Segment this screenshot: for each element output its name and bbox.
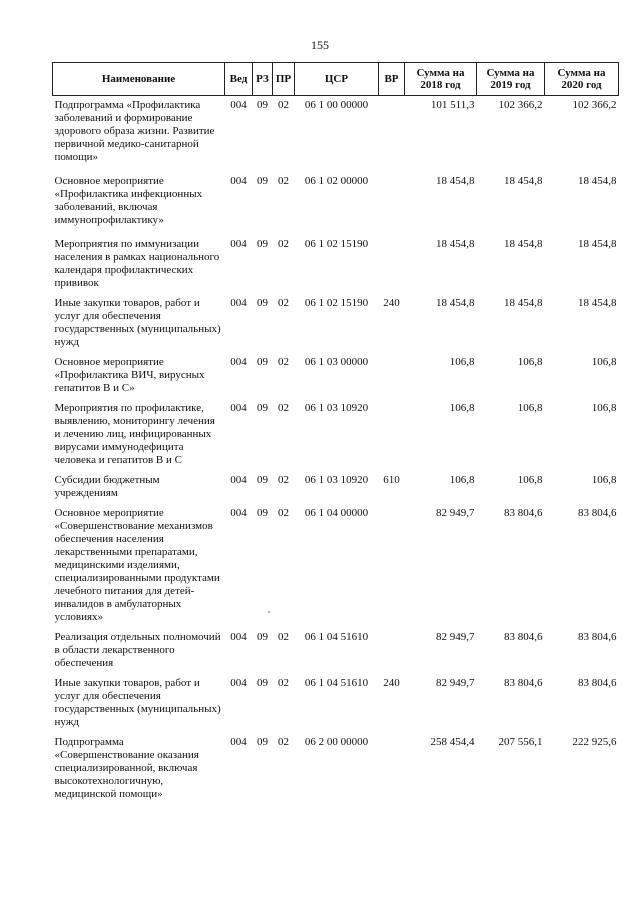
cell-name: Мероприятия по иммунизации населения в рамках национального календаря профилактических прививок [54, 238, 220, 289]
cell-vr: 610 [383, 474, 400, 486]
cell-vr [379, 733, 405, 801]
header-sum-2019: Сумма на 2019 год [477, 63, 545, 96]
cell-pr: 02 [278, 356, 289, 368]
cell-csr: 06 1 03 10920 [304, 402, 369, 414]
cell-sum-2018: 258 454,4 [430, 736, 475, 748]
cell-ved: 004 [230, 238, 247, 250]
cell-pr: 02 [278, 631, 289, 643]
cell-ved: 004 [230, 736, 247, 748]
cell-ved: 004 [230, 474, 247, 486]
header-pr: ПР [273, 63, 295, 96]
cell-rz: 09 [257, 402, 268, 414]
cell-pr: 02 [278, 677, 289, 689]
header-csr: ЦСР [295, 63, 379, 96]
cell-ved: 004 [230, 99, 247, 111]
page-number: 155 [311, 38, 329, 52]
cell-sum-2020: 18 454,8 [578, 175, 617, 187]
table-row [53, 235, 619, 294]
cell-sum-2018: 106,8 [449, 474, 475, 486]
cell-sum-2019: 102 366,2 [498, 99, 543, 111]
cell-sum-2019: 18 454,8 [504, 297, 543, 309]
cell-csr: 06 1 00 00000 [304, 99, 369, 111]
cell-rz: 09 [257, 238, 268, 250]
cell-vr [379, 172, 405, 235]
cell-name: Иные закупки товаров, работ и услуг для обеспечения государственных (муниципальных) нужд [54, 677, 221, 728]
cell-rz: 09 [257, 507, 268, 519]
cell-name: Подпрограмма «Совершенствование оказания специализированной, включая высокотехнологичную, медицинской помощи» [54, 736, 199, 800]
cell-vr [379, 504, 405, 628]
cell-sum-2019: 106,8 [517, 474, 543, 486]
cell-rz: 09 [257, 99, 268, 111]
cell-pr: 02 [278, 507, 289, 519]
cell-name: Мероприятия по профилактике, выявлению, мониторингу лечения и лечению лиц, инфицированных вирусами иммунодефицита человека и гепатитов В и С [54, 402, 215, 466]
cell-pr: 02 [278, 238, 289, 250]
cell-sum-2019: 18 454,8 [504, 175, 543, 187]
cell-ved: 004 [230, 402, 247, 414]
cell-rz: 09 [257, 677, 268, 689]
cell-name: Иные закупки товаров, работ и услуг для обеспечения государственных (муниципальных) нужд [54, 297, 221, 348]
table-row [53, 294, 619, 353]
cell-sum-2020: 106,8 [591, 356, 617, 368]
cell-pr: 02 [278, 297, 289, 309]
cell-ved: 004 [230, 297, 247, 309]
cell-sum-2018: 101 511,3 [430, 99, 475, 111]
cell-vr [379, 96, 405, 173]
cell-name: Подпрограмма «Профилактика заболеваний и формирование здорового образа жизни. Развитие первичной медико-санитарной помощи» [54, 99, 215, 163]
cell-csr: 06 1 02 15190 [304, 238, 369, 250]
table-row [53, 353, 619, 399]
cell-rz: 09 [257, 736, 268, 748]
cell-csr: 06 1 02 00000 [304, 175, 369, 187]
cell-pr: 02 [278, 402, 289, 414]
cell-csr: 06 1 04 00000 [304, 507, 369, 519]
cell-sum-2019: 106,8 [517, 356, 543, 368]
table-body [53, 96, 619, 802]
cell-sum-2018: 18 454,8 [436, 297, 475, 309]
cell-pr: 02 [278, 175, 289, 187]
cell-rz: 09 [257, 175, 268, 187]
cell-vr [379, 399, 405, 471]
budget-table [52, 62, 619, 801]
cell-rz: 09 [257, 297, 268, 309]
cell-csr: 06 1 02 15190 [304, 297, 369, 309]
cell-ved: 004 [230, 175, 247, 187]
cell-rz: 09 [257, 631, 268, 643]
cell-pr: 02 [278, 99, 289, 111]
table-header-row [53, 63, 619, 96]
cell-csr: 06 1 04 51610 [304, 677, 369, 689]
cell-sum-2020: 18 454,8 [578, 297, 617, 309]
cell-sum-2018: 18 454,8 [436, 238, 475, 250]
cell-pr: 02 [278, 736, 289, 748]
cell-sum-2020: 106,8 [591, 402, 617, 414]
cell-csr: 06 2 00 00000 [304, 736, 369, 748]
cell-sum-2020: 83 804,6 [578, 631, 617, 643]
table-row [53, 96, 619, 173]
cell-sum-2018: 106,8 [449, 356, 475, 368]
cell-vr: 240 [383, 677, 400, 689]
cell-pr: 02 [278, 474, 289, 486]
cell-sum-2018: 106,8 [449, 402, 475, 414]
cell-vr [379, 353, 405, 399]
cell-name: Основное мероприятие «Совершенствование механизмов обеспечения населения лекарственными препаратами, медицинскими изделиями, специализированными продуктами лечебного питания для детей-инвалидов в амбулаторных условиях» [54, 507, 220, 623]
header-ved: Вед [225, 63, 253, 96]
cell-rz: 09 [257, 474, 268, 486]
cell-name: Субсидии бюджетным учреждениям [54, 474, 160, 499]
cell-sum-2020: 18 454,8 [578, 238, 617, 250]
scan-speck [268, 611, 270, 613]
cell-sum-2020: 222 925,6 [572, 736, 617, 748]
table-row [53, 172, 619, 235]
header-sum-2018: Сумма на 2018 год [405, 63, 477, 96]
cell-sum-2020: 102 366,2 [572, 99, 617, 111]
table-row [53, 674, 619, 733]
cell-ved: 004 [230, 356, 247, 368]
table-row [53, 628, 619, 674]
cell-sum-2019: 18 454,8 [504, 238, 543, 250]
cell-sum-2019: 83 804,6 [504, 631, 543, 643]
cell-name: Основное мероприятие «Профилактика ВИЧ, вирусных гепатитов В и С» [54, 356, 205, 394]
cell-sum-2020: 83 804,6 [578, 507, 617, 519]
header-name: Наименование [53, 63, 225, 96]
cell-sum-2019: 83 804,6 [504, 677, 543, 689]
cell-sum-2019: 83 804,6 [504, 507, 543, 519]
cell-ved: 004 [230, 507, 247, 519]
header-sum-2020: Сумма на 2020 год [545, 63, 619, 96]
cell-sum-2018: 82 949,7 [436, 507, 475, 519]
cell-sum-2020: 83 804,6 [578, 677, 617, 689]
cell-ved: 004 [230, 631, 247, 643]
cell-csr: 06 1 03 10920 [304, 474, 369, 486]
cell-vr [379, 628, 405, 674]
cell-vr [379, 235, 405, 294]
cell-name: Основное мероприятие «Профилактика инфекционных заболеваний, включая иммунопрофилактику» [54, 175, 203, 226]
cell-name: Реализация отдельных полномочий в области лекарственного обеспечения [54, 631, 221, 669]
cell-ved: 004 [230, 677, 247, 689]
header-rz: РЗ [253, 63, 273, 96]
cell-csr: 06 1 03 00000 [304, 356, 369, 368]
cell-sum-2019: 106,8 [517, 402, 543, 414]
table-row [53, 399, 619, 471]
header-vr: ВР [379, 63, 405, 96]
cell-csr: 06 1 04 51610 [304, 631, 369, 643]
table-row [53, 471, 619, 504]
table-row [53, 733, 619, 801]
cell-sum-2018: 82 949,7 [436, 631, 475, 643]
cell-sum-2019: 207 556,1 [498, 736, 543, 748]
cell-sum-2018: 18 454,8 [436, 175, 475, 187]
cell-vr: 240 [383, 297, 400, 309]
cell-sum-2020: 106,8 [591, 474, 617, 486]
table-row [53, 504, 619, 628]
cell-rz: 09 [257, 356, 268, 368]
cell-sum-2018: 82 949,7 [436, 677, 475, 689]
